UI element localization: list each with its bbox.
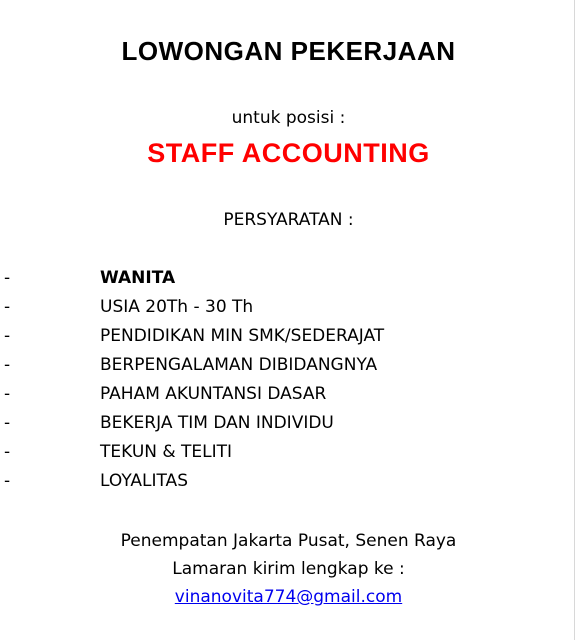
bullet-dash: - bbox=[4, 326, 11, 346]
page-title: LOWONGAN PEKERJAAN bbox=[121, 36, 456, 66]
requirement-item bbox=[0, 409, 577, 438]
bullet-dash: - bbox=[4, 413, 11, 433]
bullet-dash: - bbox=[4, 442, 11, 462]
requirement-item bbox=[0, 293, 577, 322]
requirement-item bbox=[0, 264, 577, 293]
requirement-text: BEKERJA TIM DAN INDIVIDU bbox=[100, 413, 334, 433]
bullet-dash: - bbox=[4, 384, 11, 404]
requirement-item bbox=[0, 380, 577, 409]
job-position: STAFF ACCOUNTING bbox=[147, 138, 430, 168]
requirement-text: BERPENGALAMAN DIBIDANGNYA bbox=[100, 355, 378, 375]
requirement-text: LOYALITAS bbox=[100, 471, 188, 491]
requirement-text: USIA 20Th - 30 Th bbox=[100, 297, 254, 317]
email-line bbox=[0, 583, 577, 611]
requirements-heading: PERSYARATAN : bbox=[223, 210, 354, 230]
requirement-text: WANITA bbox=[100, 268, 176, 288]
requirement-item bbox=[0, 467, 577, 496]
email-link[interactable]: vinanovita774@gmail.com bbox=[174, 587, 403, 607]
requirement-item bbox=[0, 322, 577, 351]
contact-section bbox=[0, 527, 577, 611]
requirement-text: TEKUN & TELITI bbox=[100, 442, 233, 462]
position-intro: untuk posisi : bbox=[231, 108, 346, 128]
requirement-text: PAHAM AKUNTANSI DASAR bbox=[100, 384, 327, 404]
bullet-dash: - bbox=[4, 268, 11, 288]
bullet-dash: - bbox=[4, 471, 11, 491]
bullet-dash: - bbox=[4, 355, 11, 375]
requirement-item bbox=[0, 351, 577, 380]
requirements-list bbox=[0, 264, 577, 496]
requirement-item bbox=[0, 438, 577, 467]
requirement-text: PENDIDIKAN MIN SMK/SEDERAJAT bbox=[100, 326, 385, 346]
bullet-dash: - bbox=[4, 297, 11, 317]
placement-text: Penempatan Jakarta Pusat, Senen Raya bbox=[120, 531, 457, 551]
apply-instruction: Lamaran kirim lengkap ke : bbox=[172, 559, 405, 579]
